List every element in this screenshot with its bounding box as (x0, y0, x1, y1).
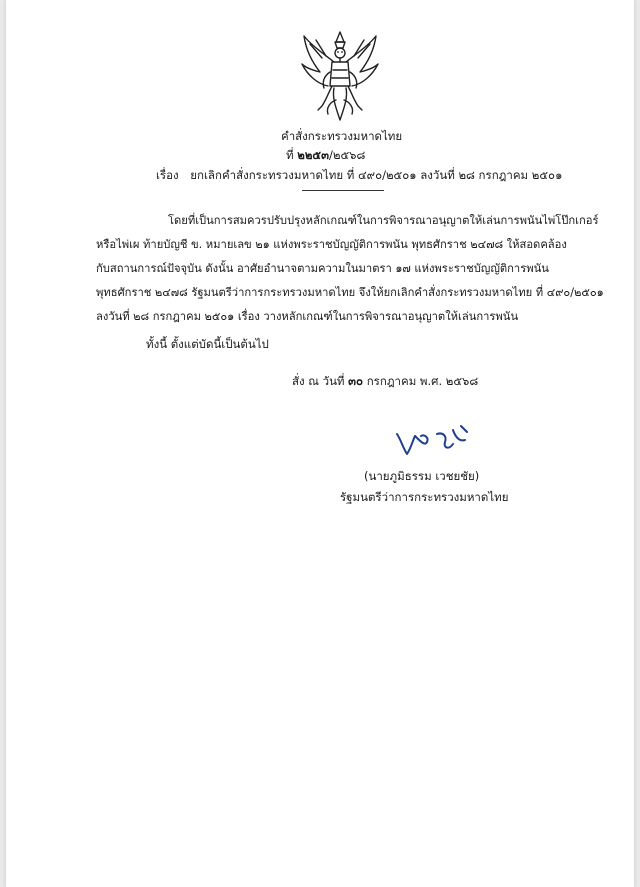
signatory-name: (นายภูมิธรรม เวชยชัย) (364, 469, 480, 483)
header-divider (302, 190, 384, 191)
body-line: กับสถานการณ์ปัจจุบัน ดังนั้น อาศัยอำนาจตามความในมาตรา ๑๗ แห่งพระราชบัญญัติการพนัน (96, 262, 549, 275)
order-date-prefix: สั่ง ณ วันที่ (292, 374, 345, 388)
order-number (286, 147, 365, 165)
body-line: ลงวันที่ ๒๘ กรกฎาคม ๒๕๐๑ เรื่อง วางหลักเกณฑ์ในการพิจารณาอนุญาตให้เล่นการพนัน (96, 310, 519, 323)
order-number-year: /๒๕๖๘ (328, 148, 366, 162)
garuda-emblem-icon (298, 28, 382, 124)
body-line: พุทธศักราช ๒๔๗๘ รัฐมนตรีว่าการกระทรวงมหาดไทย จึงให้ยกเลิกคำสั่งกระทรวงมหาดไทย ที่ ๔๙๐/๒๕๐๑ (96, 286, 604, 299)
order-date (292, 373, 478, 391)
order-number-prefix: ที่ (286, 148, 294, 162)
handwritten-signature (391, 420, 473, 460)
order-title: คำสั่งกระทรวงมหาดไทย (281, 129, 403, 143)
document-page (6, 0, 634, 887)
effective-clause: ทั้งนี้ ตั้งแต่บัดนี้เป็นต้นไป (146, 337, 269, 351)
subject-label: เรื่อง (156, 168, 179, 182)
order-number-value: ๒๒๕๓ (297, 148, 329, 162)
order-date-suffix: กรกฎาคม พ.ศ. ๒๕๖๘ (366, 374, 479, 388)
subject-text: ยกเลิกคำสั่งกระทรวงมหาดไทย ที่ ๔๙๐/๒๕๐๑ ลงวันที่ ๒๘ กรกฎาคม ๒๕๐๑ (190, 168, 563, 182)
body-line: หรือไพ่เผ ท้ายบัญชี ข. หมายเลข ๒๑ แห่งพระราชบัญญัติการพนัน พุทธศักราช ๒๔๗๘ ให้สอดคล้อง (96, 238, 567, 251)
body-line: โดยที่เป็นการสมควรปรับปรุงหลักเกณฑ์ในการพิจารณาอนุญาตให้เล่นการพนันไพ่โป๊กเกอร์ (168, 214, 599, 227)
signatory-title: รัฐมนตรีว่าการกระทรวงมหาดไทย (340, 490, 509, 504)
order-date-day: ๓๐ (348, 374, 364, 388)
order-body (96, 209, 604, 329)
order-subject (156, 167, 562, 185)
